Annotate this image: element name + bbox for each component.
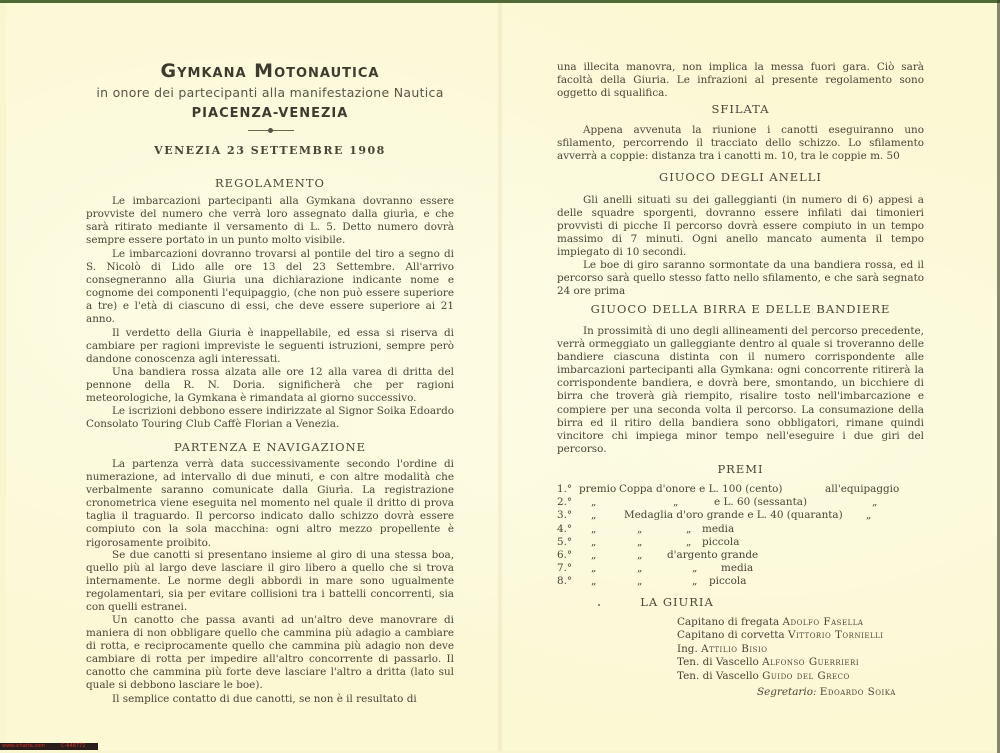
paragraph-text: Una bandiera rossa alzata alle ore 12 alla varea di dritta del pennone della R. N. Doria. significherà che per ragioni meteorologiche, la Gymkana è rimandata al giorno successivo. <box>86 366 454 405</box>
paragraph <box>557 259 924 298</box>
jury-member <box>677 656 937 669</box>
prize-rank: 6.° <box>557 548 573 561</box>
paragraph <box>86 458 454 550</box>
jury-name: Vittorio Tornielli <box>787 629 884 642</box>
document-subtitle: in onore dei partecipanti alla manifestazione Nautica <box>96 85 444 100</box>
prize-cell: „ <box>591 509 597 522</box>
jury-list <box>677 616 937 683</box>
center-fold <box>497 3 503 751</box>
prize-cell: „ <box>591 535 597 548</box>
document-title: Gymkana Motonautica <box>160 60 380 82</box>
jury-name: Alfonso Guerrieri <box>762 656 860 669</box>
prize-cell: piccola <box>709 575 747 588</box>
prize-row <box>557 483 924 496</box>
prize-row <box>557 509 924 522</box>
paragraph-text: Appena avvenuta la riunione i canotti eseguiranno uno sfilamento, percorrendo il tracciato dello schizzo. Lo sfilamento avverrà a coppie: distanza tra i canotti m. 10, tra le coppie m. 50 <box>557 124 924 163</box>
prize-cell: „ <box>591 522 597 535</box>
prize-cell: „ <box>866 509 872 522</box>
prize-cell: „ <box>692 575 698 588</box>
jury-name: Adolfo Fasella <box>782 616 864 628</box>
paragraph-text: Gli anelli situati su dei galleggianti (in numero di 6) appesi a delle squadre sporgenti, dovranno essere infilati dai timonieri provvisti di picche Il percorso dovrà essere compiuto in un tempo massimo di 7 minuti. Ogni anello mancato aumenta il tempo impiegato di 10 secondi. <box>557 194 924 259</box>
paragraph-text: Le imbarcazioni partecipanti alla Gymkana dovranno essere provviste del numero che verrà loro assegnato dalla giurìa, e che sarà ritirato mediante il versamento di L. 5. Detto numero dovrà sempre essere portato in un punto molto visibile. <box>86 195 454 247</box>
heading-regolamento: REGOLAMENTO <box>215 176 325 190</box>
heading-premi: PREMI <box>717 462 764 476</box>
watermark-code: C-848772 <box>61 743 86 749</box>
prize-cell: „ <box>591 575 597 588</box>
paragraph <box>557 124 924 163</box>
prize-cell: „ <box>686 522 692 535</box>
prize-cell: Medaglia d'oro grande e L. 40 (quaranta) <box>624 509 843 522</box>
paragraph-text: Le imbarcazioni dovranno trovarsi al pontile del tiro a segno di S. Nicolò di Lido alle ore 13 del 23 Settembre. All'arrivo consegneranno alla Giuria una dichiarazione indicante nome e cognome dei componenti l'equipaggio, (che non può essere superiore a tre) e l'età di ciascuno di essi, che deve essere superiore ai 21 anno. <box>86 248 454 326</box>
jury-role: Ten. di Vascello <box>677 669 759 682</box>
jury-role: Ing. <box>677 642 698 655</box>
jury-role: Capitano di corvetta <box>677 629 785 642</box>
prize-cell: „ <box>686 535 692 548</box>
prize-cell: media <box>721 562 754 575</box>
jury-role: Capitano di fregata <box>677 616 780 628</box>
prize-row <box>557 575 924 588</box>
paragraph-text: Un canotto che passa avanti ad un'altro deve manovrare di maniera di non obbligare quello che cammina più adagio a cambiare di rotta, e reciprocamente quello che cammina più adagio non deve cambiare di rotta per impedire all'altro concorrente di passarlo. Il canotto che cammina più forte deve lasciare l'altro a dritta (lato sul quale si debbono lasciare le boe). <box>86 614 454 692</box>
prize-cell: d'argento grande <box>667 548 759 561</box>
prize-row <box>557 496 924 509</box>
paragraph-text: Le iscrizioni debbono essere indirizzate al Signor Soika Edoardo Consolato Touring Club Caffè Florian a Venezia. <box>86 405 454 431</box>
prize-cell: e L. 60 (sessanta) <box>714 496 807 509</box>
jury-role: Ten. di Vascello <box>677 656 759 669</box>
prize-cell: „ <box>591 562 597 575</box>
jury-member <box>677 670 937 683</box>
heading-anelli: GIUOCO DEGLI ANELLI <box>659 170 822 184</box>
prize-cell: Coppa d'onore e L. 100 (cento) <box>619 483 783 495</box>
paragraph-text: La partenza verrà data successivamente secondo l'ordine di numerazione, ad intervallo di due minuti, e con altre modalità che verbalmente saranno comunicate dalla Giurìa. La registrazione cronometrica viene eseguita nel momento nel quale il dritto di prova taglia il traguardo. Il percorso indicato dallo schizzo dovrà essere compiuto con la sola macchina: ogni altro mezzo propellente è rigorosamente proibito. <box>86 458 454 549</box>
jury-member <box>677 629 937 642</box>
jury-name: Attilio Bisio <box>701 642 768 655</box>
paragraph-text: una illecita manovra, non implica la messa fuori gara. Ciò sarà facoltà della Giuria. Le infrazioni al presente regolamento sono oggetto di squalifica. <box>557 61 924 100</box>
paragraph <box>86 405 454 431</box>
prize-row <box>557 536 924 549</box>
paragraph <box>86 549 454 614</box>
secretary-line <box>757 686 896 698</box>
prize-cell: „ <box>591 548 597 561</box>
prize-row <box>557 562 924 575</box>
prize-cell: „ <box>637 562 643 575</box>
prize-cell: „ <box>637 548 643 561</box>
route-title: PIACENZA-VENEZIA <box>191 106 349 121</box>
prize-row <box>557 523 924 536</box>
event-date: VENEZIA 23 SETTEMBRE 1908 <box>154 144 386 157</box>
prize-rank: 5.° <box>557 535 573 548</box>
heading-sfilata: SFILATA <box>711 102 770 116</box>
prize-cell: „ <box>692 562 698 575</box>
prize-rank: 4.° <box>557 522 573 535</box>
prize-cell: „ <box>673 496 679 509</box>
paragraph-text: Se due canotti si presentano insieme al giro di una stessa boa, quello più al largo deve lasciare il giro libero a quello che si trova internamente. Le norme degli abbordi in mare sono ugualmente regolamentari, sia per evitare collisioni tra i battelli concorrenti, sia con quelli estranei. <box>86 549 454 614</box>
watermark <box>0 743 98 750</box>
secretary-role: Segretario: <box>757 686 817 698</box>
ink-dot <box>598 604 600 606</box>
prize-cell: all'equipaggio <box>825 483 900 495</box>
paragraph <box>557 325 924 456</box>
paragraph <box>86 366 454 405</box>
heading-birra: GIUOCO DELLA BIRRA E DELLE BANDIERE <box>590 302 891 316</box>
prize-rank: 2.° <box>557 496 573 509</box>
prize-cell: piccola <box>702 535 740 548</box>
paragraph <box>86 614 454 693</box>
jury-member <box>677 643 937 656</box>
prize-cell: „ <box>591 496 597 509</box>
divider-dot <box>268 128 273 133</box>
paragraph-text: In prossimità di uno degli allineamenti del percorso precedente, verrà ormeggiato un galleggiante dentro al quale si troveranno delle bandiere ciascuna distinta con il numero corrispondente alle imbarcazioni partecipanti alla Gymkana: ogni concorrente ritirerà la corrispondente bandiera, e dovrà bere, smontando, un bicchiere di birra che troverà già riempito, risalire tosto nell'imbarcazione e compiere per una seconda volta il percorso. La consumazione della birra ed il ritiro della bandiera sono obbligatori, rimane quindi vincitore chi impiega minor tempo nell'eseguire i due giri del percorso. <box>557 325 924 455</box>
jury-member <box>677 616 937 629</box>
prize-rank: 8.° <box>557 575 573 588</box>
prize-row <box>557 549 924 562</box>
paragraph <box>557 61 924 100</box>
heading-partenza: PARTENZA E NAVIGAZIONE <box>173 440 367 454</box>
prize-rank: 1.° <box>557 483 573 495</box>
secretary-name: Edoardo Soika <box>819 686 896 698</box>
prize-cell: „ <box>637 535 643 548</box>
watermark-site: www.icharta.com <box>2 743 46 749</box>
paragraph-text: Il verdetto della Giuria è inappellabile, ed essa si riserva di cambiare per ragioni impreviste le seguenti istruzioni, sempre però dandone conoscenza agli interessati. <box>86 327 454 366</box>
paragraph-text: Le boe di giro saranno sormontate da una bandiera rossa, ed il percorso sarà quello stesso fatto nello sfilamento, e che sarà segnato 24 ore prima <box>557 259 924 298</box>
paragraph-text: Il semplice contatto di due canotti, se non è il resultato di <box>112 693 417 705</box>
paragraph <box>86 195 454 247</box>
prize-cell: media <box>702 522 735 535</box>
ornament-divider <box>248 130 294 132</box>
prize-rank: 7.° <box>557 562 573 575</box>
prize-list <box>557 483 924 589</box>
heading-giuria: LA GIURIA <box>640 595 714 609</box>
jury-name: Guido del Greco <box>762 669 850 682</box>
paragraph <box>86 327 454 366</box>
paragraph <box>86 248 454 327</box>
prize-rank: 3.° <box>557 509 573 522</box>
paragraph <box>557 194 924 259</box>
prize-cell: „ <box>637 522 643 535</box>
paragraph <box>86 693 454 706</box>
prize-cell: premio <box>579 483 617 495</box>
prize-cell: „ <box>637 575 643 588</box>
prize-cell: „ <box>872 496 878 509</box>
